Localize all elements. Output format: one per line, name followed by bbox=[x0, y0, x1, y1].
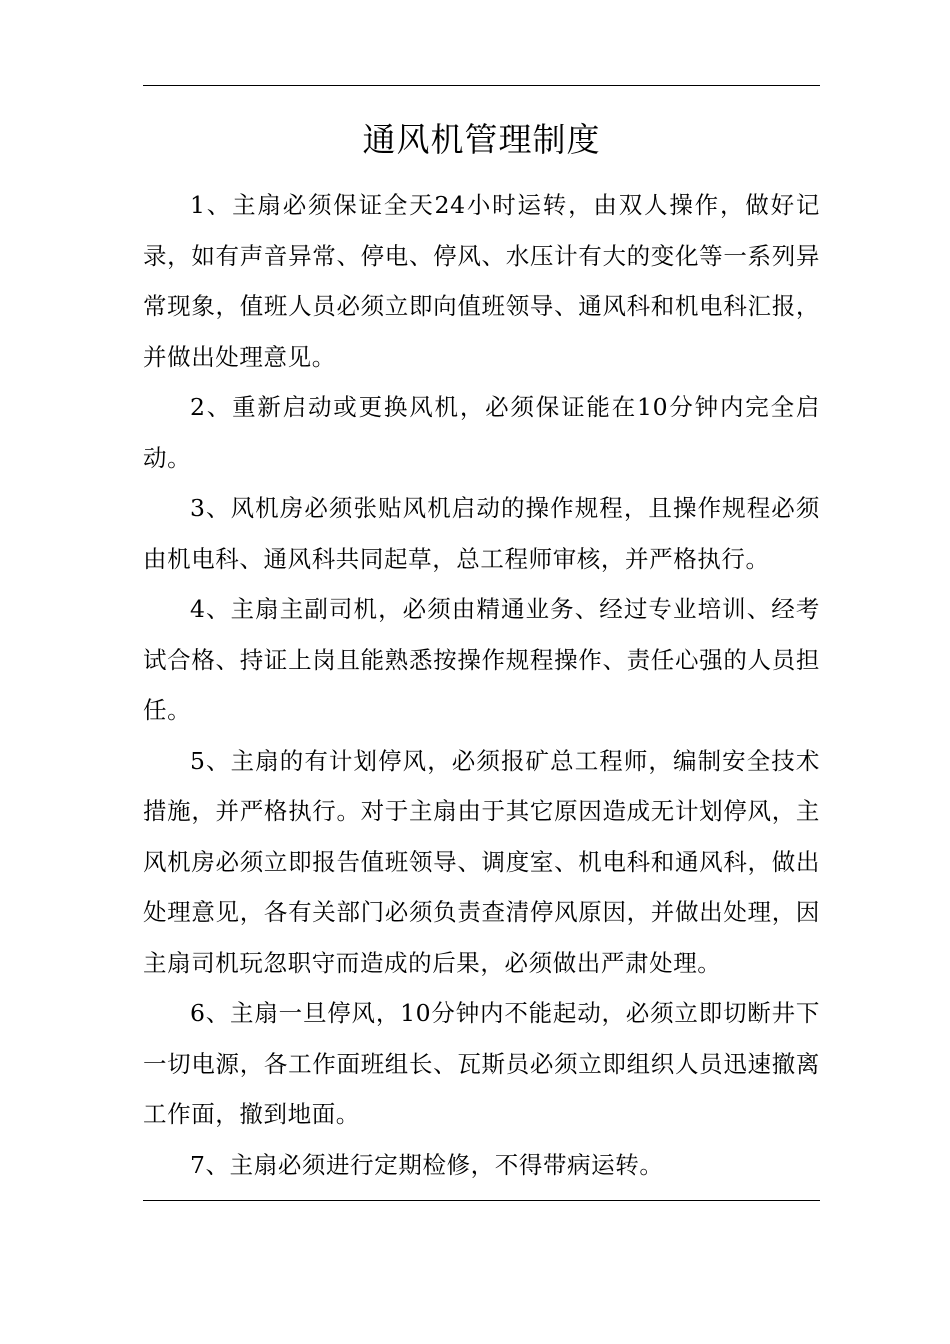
paragraph-4: 4、主扇主副司机，必须由精通业务、经过专业培训、经考试合格、持证上岗且能熟悉按操作规程操作、责任心强的人员担任。 bbox=[143, 595, 820, 724]
footer-rule bbox=[143, 1200, 820, 1201]
paragraph-2: 2、重新启动或更换风机，必须保证能在10分钟内完全启动。 bbox=[143, 393, 820, 472]
paragraph-6: 6、主扇一旦停风，10分钟内不能起动，必须立即切断井下一切电源，各工作面班组长、瓦斯员必须立即组织人员迅速撤离工作面，撤到地面。 bbox=[143, 999, 820, 1128]
paragraph-5: 5、主扇的有计划停风，必须报矿总工程师，编制安全技术措施，并严格执行。对于主扇由于其它原因造成无计划停风，主风机房必须立即报告值班领导、调度室、机电科和通风科，做出处理意见，各有关部门必须负责查清停风原因，并做出处理，因主扇司机玩忽职守而造成的后果，必须做出严肃处理。 bbox=[143, 746, 820, 977]
paragraph-3: 3、风机房必须张贴风机启动的操作规程，且操作规程必须由机电科、通风科共同起草，总工程师审核，并严格执行。 bbox=[143, 494, 820, 573]
paragraph-7: 7、主扇必须进行定期检修，不得带病运转。 bbox=[190, 1150, 664, 1179]
document-page bbox=[143, 0, 820, 1344]
paragraph-1: 1、主扇必须保证全天24小时运转，由双人操作，做好记录，如有声音异常、停电、停风、水压计有大的变化等一系列异常现象，值班人员必须立即向值班领导、通风科和机电科汇报，并做出处理意见。 bbox=[143, 191, 820, 371]
header-rule bbox=[143, 85, 820, 86]
document-title: 通风机管理制度 bbox=[362, 120, 601, 159]
document-body bbox=[143, 180, 820, 1190]
